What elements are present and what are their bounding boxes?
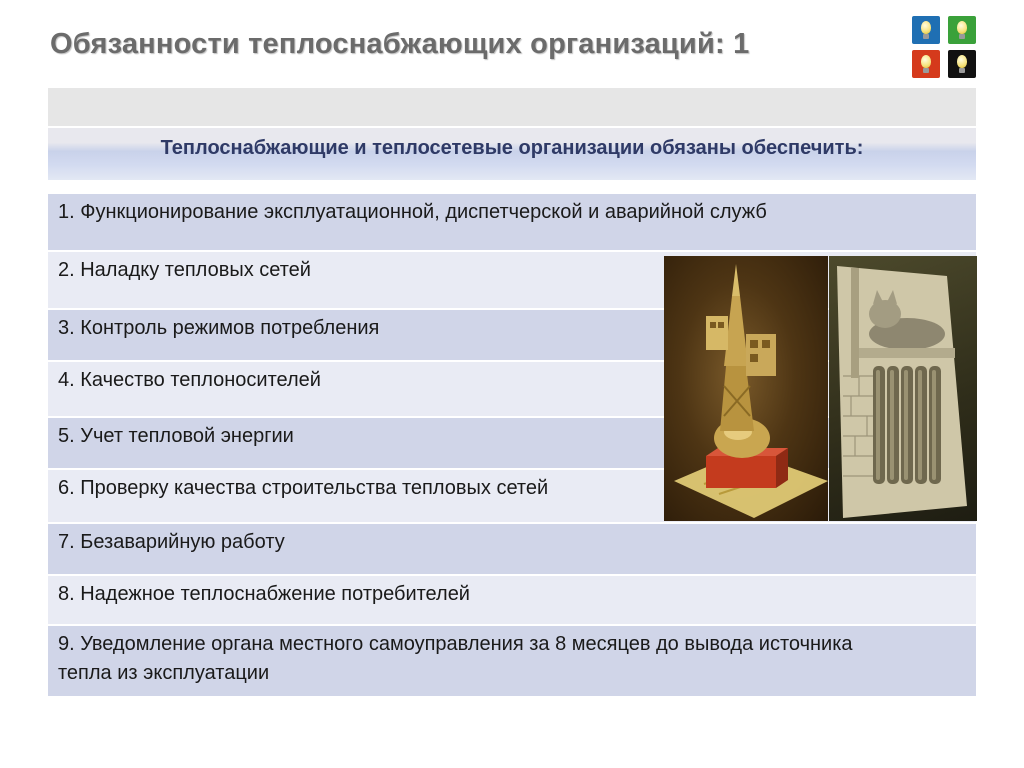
awards-photo xyxy=(664,256,977,521)
logo-tile-red xyxy=(912,50,940,78)
logo-tile-green xyxy=(948,16,976,44)
table-header-band xyxy=(48,88,976,126)
lightbulb-icon xyxy=(921,21,931,34)
lightbulb-icon xyxy=(957,55,967,68)
table-row: 8. Надежное теплоснабжение потребителей xyxy=(48,576,976,624)
table-row: 3. Контроль режимов потребления xyxy=(48,310,976,360)
table-row: 4. Качество теплоносителей xyxy=(48,362,976,416)
logo-tile-blue xyxy=(912,16,940,44)
table-row: 7. Безаварийную работу xyxy=(48,524,976,574)
lightbulb-icon xyxy=(957,21,967,34)
table-row: 2. Наладку тепловых сетей xyxy=(48,252,976,308)
logo xyxy=(912,16,976,78)
lightbulb-icon xyxy=(921,55,931,68)
table-row: 5. Учет тепловой энергии xyxy=(48,418,976,468)
cat-on-radiator-statuette xyxy=(829,256,977,521)
table-row: 1. Функционирование эксплуатационной, диспетчерской и аварийной служб xyxy=(48,194,976,250)
award-tower-statuette xyxy=(664,256,828,521)
logo-tile-black xyxy=(948,50,976,78)
table-row: 9. Уведомление органа местного самоуправления за 8 месяцев до вывода источника тепла из эксплуатации xyxy=(48,626,976,696)
page-title: Обязанности теплоснабжающих организаций: 1 xyxy=(50,28,750,60)
table-header: Теплоснабжающие и теплосетевые организации обязаны обеспечить: xyxy=(48,128,976,180)
table-row: 6. Проверку качества строительства тепловых сетей xyxy=(48,470,976,522)
